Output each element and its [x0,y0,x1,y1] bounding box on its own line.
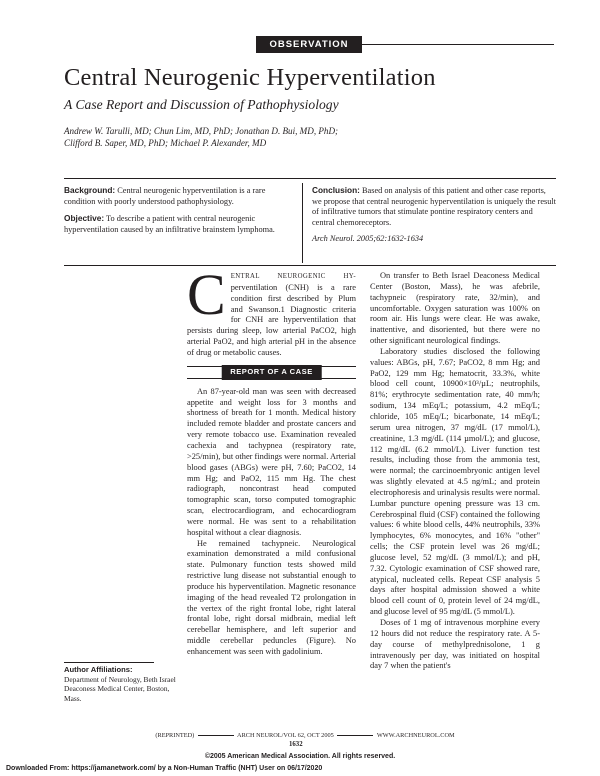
objective-label: Objective: [64,213,105,224]
article-subtitle: A Case Report and Discussion of Pathophysiology [64,97,339,112]
abstract-left-column [64,185,290,241]
body-column-2 [370,271,540,672]
affiliations-heading: Author Affiliations: [64,665,133,674]
abstract-objective [64,213,290,235]
header-rule [362,44,554,45]
intro-text: perventilation (CNH) is a rare condition first described by Plum and Swanson.1 Diagnostic criteria for CNH are hyperventilation that persists during sleep, low arterial PaCO2, high arterial PaO2, and high arterial pH in the absence of drug or metabolic causes. [187,282,356,357]
authors-line-2: Clifford B. Saper, MD, PhD; Michael P. Alexander, MD [64,138,267,149]
col2-paragraph-3: Doses of 1 mg of intravenous morphine every 12 hours did not reduce the respiratory rate. A 5-day course of methylprednisolone, 1 g intravenously per day, was initiated on hospital day 7 when the patient's [370,618,540,671]
authors-line-1: Andrew W. Tarulli, MD; Chun Lim, MD, PhD; Jonathan D. Bui, MD, PhD; [64,126,339,136]
copyright-notice: ©2005 American Medical Association. All rights reserved. [204,753,396,760]
drop-cap: C [187,262,226,327]
footer-rule-1 [198,735,234,736]
col2-paragraph-1: On transfer to Beth Israel Deaconess Medical Center (Boston, Mass), he was afebrile, tachypneic (respiratory rate, 32/min), and uncomfortable. Oxygen saturation was 100% on room air. His lungs were clear. He was awake, inattentive, and disoriented, but there were no other significant neurological findings. [370,271,540,346]
body-column-1 [187,262,356,658]
page-number: 1632 [289,741,303,748]
intro-smallcaps: ENTRAL NEUROGENIC HY- [230,273,356,280]
conclusion-text: Based on analysis of this patient and other case reports, we propose that central neurogenic hyperventilation is uniquely the result of infiltrative tumors that stimulate pontine respiratory centers and central chemoreceptors. [312,186,556,227]
abstract-right-column [312,185,556,251]
abstract-divider [302,183,303,263]
abstract-background [64,185,290,207]
background-text: Central neurogenic hyperventilation is a rare condition with poorly understood pathophysiology. [64,186,266,206]
footer-site: WWW.ARCHNEUROL.COM [376,732,455,739]
section-heading-rule [187,366,356,379]
abstract-box [64,178,556,266]
observation-badge: OBSERVATION [256,36,362,53]
section-badge-wrap [230,34,370,56]
author-list [64,125,544,150]
case-paragraph-2: He remained tachypneic. Neurological examination demonstrated a mild confusional state. Pulmonary function tests showed mild restrictive lung disease not substantial enough to produce his hyperventilation. Magnetic resonance imaging of the head revealed T2 prolongation in the vertex of the right frontal lobe, right lateral frontal lobe, right dorsal midbrain, medial left cerebellar hemisphere, and left superior and middle cerebellar peduncles (Figure). No enhancement was seen with gadolinium. [187,538,356,656]
footer-rule-2 [337,735,373,736]
affiliations-text: Department of Neurology, Beth Israel Deaconess Medical Center, Boston, Mass. [64,675,176,703]
report-of-a-case-heading: REPORT OF A CASE [221,365,322,380]
article-title: Central Neurogenic Hyperventilation [64,64,436,91]
abstract-conclusion [312,185,556,228]
col2-paragraph-2: Laboratory studies disclosed the following values: ABGs, pH, 7.67; PaCO2, 8 mm Hg; and PaO2, 129 mm Hg; hematocrit, 33.3%, white blood cell count, 10900×10³/µL; neutrophils, 81%; erythrocyte sedimentation rate, 40 mm/h; sodium, 134 mEq/L; potassium, 4.2 mEq/L; chloride, 105 mEq/L; bicarbonate, 14 mEq/L; serum urea nitrogen, 37 mg/dL (17 mmol/L), creatinine, 1.3 mg/dL (114 µmol/L); and glucose, 112 mg/dL (6.2 mmol/L). Liver function test results, including those from the ammonia test, were normal; the carcinoembryonic antigen level was slightly elevated at 4.5 ng/mL; and protein electrophoresis and urinalysis results were normal. Lumbar puncture opening pressure was 13 cm. Cerebrospinal fluid (CSF) contained the following values: 6 white blood cells, 44% neutrophils, 33% lymphocytes, 6% monocytes, and 16% "other" cells; the CSF protein level was 26 mg/dL; glucose level, 52 mg/dL (3 mmol/L); and pH, 7.32. Cytologic examination of CSF showed rare, atypical, nucleated cells. Repeat CSF analysis 5 days after hospital admission showed a white blood cell count of 0, protein level of 24 mg/dL, and glucose level of 95 mg/dL (5 mmol/L). [370,346,540,617]
citation: Arch Neurol. 2005;62:1632-1634 [312,234,424,244]
case-paragraph-1: An 87-year-old man was seen with decreased appetite and weight loss for 3 months and shortness of breath for 1 month. Medical history included remote bladder and prostate cancers and very remote tobacco use. Examination revealed cachexia and tachypnea (respiratory rate, >25/min), but other findings were normal. Arterial blood gases (ABGs) were pH, 7.60; PaCO2, 14 mm Hg; and PaO2, 115 mm Hg. The chest radiograph, noncontrast head computed tomographic scan, torso computed tomographic scan, electrocardiogram, and echocardiogram were normal. He was sent to a rehabilitation hospital without a clear diagnosis. [187,386,356,537]
conclusion-label: Conclusion: [312,185,360,195]
footer-journal: ARCH NEUROL/VOL 62, OCT 2005 [237,732,334,739]
running-footer [150,732,460,739]
background-label: Background: [64,185,116,195]
affiliation-rule [64,662,154,663]
footer-reprinted: (REPRINTED) [155,732,195,739]
author-affiliations [64,665,176,703]
download-notice: Downloaded From: https://jamanetwork.com/ by a Non-Human Traffic (NHT) User on 06/17/2020 [6,765,323,772]
intro-paragraph [187,262,356,359]
objective-text: To describe a patient with central neurogenic hyperventilation caused by an infiltrative brainstem lymphoma. [64,214,275,234]
